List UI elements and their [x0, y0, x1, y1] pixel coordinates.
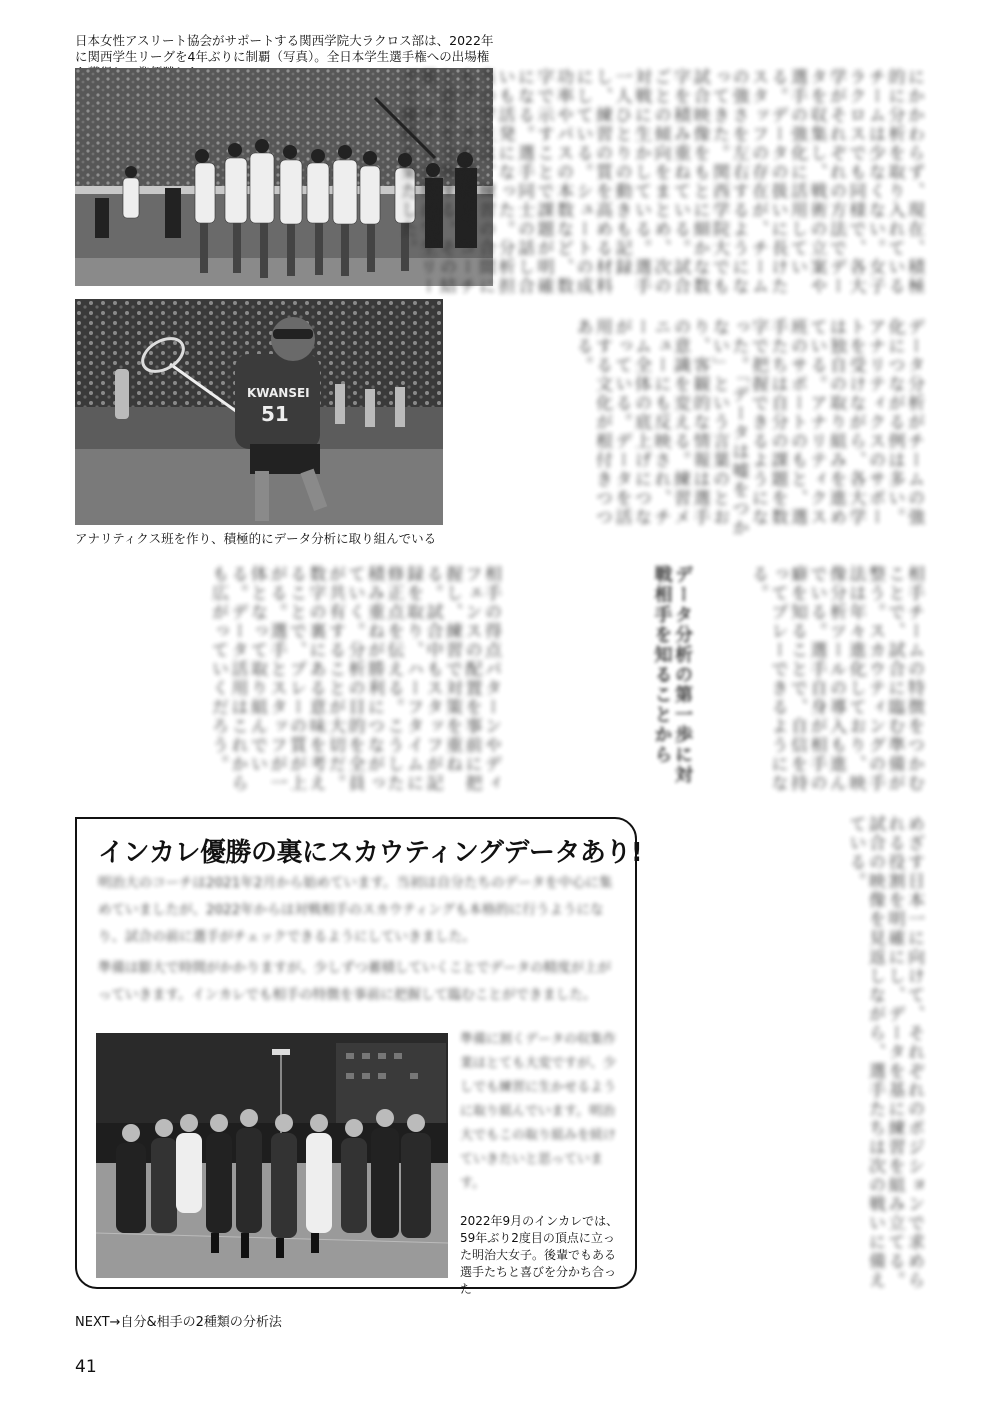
group-photo-caption: 2022年9月のインカレでは、59年ぶり2度目の頂点に立った明治大女子。後輩でもある選手たちと喜びを分かち合った — [460, 1214, 619, 1296]
jersey-text: KWANSEI — [247, 386, 310, 400]
box-title: インカレ優勝の裏にスカウティングデータあり! — [98, 838, 643, 868]
section-heading: データ分析の第一歩に対戦相手を知ることから — [651, 565, 693, 785]
next-article-link[interactable]: NEXT→自分&相手の2種類の分析法 — [75, 1315, 282, 1330]
page-number: 41 — [75, 1357, 97, 1377]
jersey-number: 51 — [261, 402, 289, 426]
article-column-lower-left: 相手の得点パターンやディフェンスの配置を事前に把握し、練習で対策を重ねる。試合中もスタッフが記録を取り、ハーフタイムに修正点を伝える。こうした積み重ねが勝利につながっていく。分析の目的を全員が共有することが大切だ。数字の裏にある意味を考えることで、プレーの質が上がる。選手とスタッフが一体となって取り組んでいる。データ活用はこれからも広がっていくだろう。 — [208, 565, 501, 793]
article-column-bottom-right: めざす日本一に向けて、それぞれのポジションで求められる役割を明確にし、データを基に練習を組み立てる。試合の映像を見返しながら、選手たちは次の戦いに備えている。 — [845, 815, 924, 1290]
top-photo-caption: 日本女性アスリート協会がサポートする関西学院大ラクロス部は、2022年に関西学生リーグを4年ぶりに制覇（写真）。全日本学生選手権への出場権 — [75, 33, 494, 64]
group-photo — [96, 1033, 448, 1278]
article-column-top: にかかわらず、現在、積極的に分析を取り入れているチームは少なくない。女子ラクロスでも同様で、各大学がそれぞれの方法でデータを収集し、戦術の立案や選手の強化に活用している。データの扱いに長けたスタッフの存在が、チームの強さを左右するようになってきた。関西学院大でも試合映像をもとに細かな数字を積み重ねている。試合ごとの傾向をまとめ、次の対戦に生かしている。選手一人ひとりの動きも記録し、練習の質を高める材料にしている。シュートの成功率やパスの本数など、数字で示すことで課題が明確になる。選手同士の話し合いも活発になった。分析担当の学生は、練習の合間にもデータを確認し、コーチと意見を交換する。その結果、チームは関西学生リーグで優勝を果たした。 — [397, 68, 924, 296]
box-paragraph-2: 準備は膨大で時間がかかりますが、少しずつ蓄積していくことでデータの精度が上がっていきます。インカレでも相手の特徴を事前に把握して臨むことができました。 — [98, 960, 611, 1003]
middle-photo-caption: アナリティクス班を作り、積極的にデータ分析に取り組んでいる — [75, 531, 437, 546]
box-side-paragraph: 準備に割くデータの収集作業はとても大変ですが、少しでも練習に生かせるように取り組んでいます。明治大でもこの取り組みを続けていきたいと思っています。 — [460, 1032, 617, 1191]
lacrosse-player-photo — [75, 299, 443, 525]
article-column-middle: データ分析がチームの強化につながる例は多い。アナリティクスのサポートを受けながら、各大学は独自の取り組みを進めている。アナリティクス班のサポートのもと、選手たちは自分の課題を数字で把握できるようになった。「データは嘘をつかない」という言葉のとおり、客観的な情報は選手の意識を変える。練習メニューにも反映され、チーム全体の底上げにつながっている。データを活用する文化が根付きつつある。 — [572, 318, 924, 538]
article-column-lower-right: 相手チームの特徴をつかむことで、試合に臨む準備が整う。スカウティングの手法は年々進化しており、映像分析ツールの導入も進んでいる。選手自身が相手の癖を知ることで、自信を持ってプレーできるようになる。 — [748, 565, 924, 793]
box-paragraph-1: 明治大のコーチは2021年2月から始めています。当初は自分たちのデータを中心に集めていましたが、2022年からは対戦相手のスカウティングも本格的に行うようになり、試合の前に選手がチェックできるようにしていきました。 — [98, 875, 613, 945]
